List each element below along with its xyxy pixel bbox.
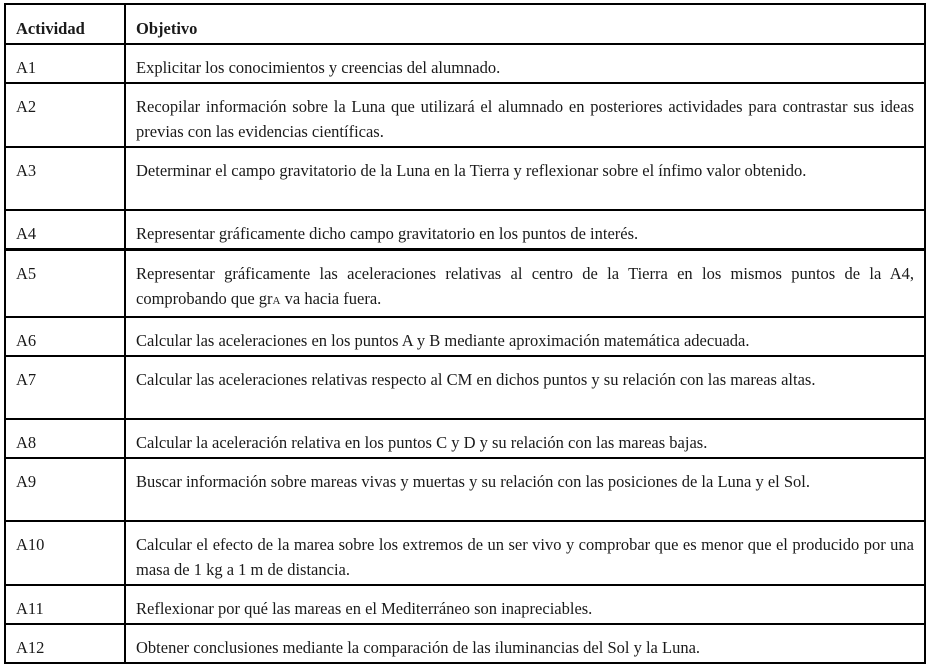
table-row bbox=[5, 624, 925, 663]
activity-id-cell bbox=[5, 521, 125, 585]
table-row bbox=[5, 83, 925, 147]
objective-cell bbox=[125, 83, 925, 147]
objective-text: Explicitar los conocimientos y creencias del alumnado. bbox=[136, 58, 501, 77]
objective-cell bbox=[125, 521, 925, 585]
objective-cell bbox=[125, 44, 925, 83]
objective-text bbox=[136, 251, 914, 316]
objective-text: Calcular las aceleraciones en los puntos A y B mediante aproximación matemática adecuada. bbox=[136, 331, 750, 350]
activity-id-cell bbox=[5, 585, 125, 624]
table-row bbox=[5, 317, 925, 356]
activity-id-cell bbox=[5, 250, 125, 318]
activity-id-cell bbox=[5, 44, 125, 83]
table-row bbox=[5, 585, 925, 624]
column-header-activity bbox=[5, 4, 125, 44]
column-header-objective-label: Objetivo bbox=[136, 19, 198, 38]
activity-id-cell bbox=[5, 317, 125, 356]
activities-table bbox=[4, 3, 926, 664]
activity-id-cell bbox=[5, 210, 125, 250]
objective-text-part: Representar gráficamente las aceleraciones relativas al centro de la Tierra en los mismos puntos de la A4, comprobando que gr bbox=[136, 264, 914, 308]
column-header-activity-label: Actividad bbox=[16, 19, 85, 38]
objective-cell bbox=[125, 356, 925, 419]
table-header-row bbox=[5, 4, 925, 44]
objective-cell bbox=[125, 458, 925, 521]
objective-text: Determinar el campo gravitatorio de la Luna en la Tierra y reflexionar sobre el ínfimo valor obtenido. bbox=[136, 161, 807, 180]
activity-id-cell bbox=[5, 419, 125, 458]
activity-id-cell bbox=[5, 147, 125, 210]
objective-cell bbox=[125, 624, 925, 663]
table-row bbox=[5, 419, 925, 458]
objective-text: Calcular el efecto de la marea sobre los extremos de un ser vivo y comprobar que es menor que el producido por una masa de 1 kg a 1 m de distancia. bbox=[136, 535, 914, 579]
objective-text-part: va hacia fuera. bbox=[280, 289, 382, 308]
objective-text: Reflexionar por qué las mareas en el Mediterráneo son inapreciables. bbox=[136, 599, 593, 618]
table-row bbox=[5, 521, 925, 585]
objective-text: Buscar información sobre mareas vivas y muertas y su relación con las posiciones de la Luna y el Sol. bbox=[136, 472, 811, 491]
activity-id: A6 bbox=[16, 331, 37, 350]
activity-id: A2 bbox=[16, 97, 37, 116]
table-row bbox=[5, 44, 925, 83]
objective-text: Recopilar información sobre la Luna que utilizará el alumnado en posteriores actividades para contrastar sus ideas previas con las evidencias científicas. bbox=[136, 97, 914, 141]
subscript-a: A bbox=[272, 295, 281, 307]
activity-id: A3 bbox=[16, 161, 37, 180]
activity-id: A1 bbox=[16, 58, 37, 77]
objective-text: Representar gráficamente dicho campo gravitatorio en los puntos de interés. bbox=[136, 224, 639, 243]
activity-id: A8 bbox=[16, 433, 37, 452]
objective-text: Obtener conclusiones mediante la comparación de las iluminancias del Sol y la Luna. bbox=[136, 638, 701, 657]
activity-id: A4 bbox=[16, 224, 37, 243]
table-row bbox=[5, 458, 925, 521]
table-row bbox=[5, 210, 925, 250]
activity-id: A9 bbox=[16, 472, 37, 491]
activity-id-cell bbox=[5, 356, 125, 419]
activity-id-cell bbox=[5, 458, 125, 521]
table-row bbox=[5, 147, 925, 210]
activity-id: A5 bbox=[16, 264, 37, 283]
objective-cell bbox=[125, 250, 925, 318]
activity-id: A10 bbox=[16, 535, 45, 554]
column-header-objective bbox=[125, 4, 925, 44]
activity-id: A7 bbox=[16, 370, 37, 389]
table-row bbox=[5, 250, 925, 318]
objective-cell bbox=[125, 147, 925, 210]
objective-cell bbox=[125, 210, 925, 250]
activity-id: A12 bbox=[16, 638, 45, 657]
objective-cell bbox=[125, 419, 925, 458]
activity-id: A11 bbox=[16, 599, 44, 618]
objective-text: Calcular la aceleración relativa en los puntos C y D y su relación con las mareas bajas. bbox=[136, 433, 708, 452]
activity-id-cell bbox=[5, 83, 125, 147]
table-row bbox=[5, 356, 925, 419]
objective-cell bbox=[125, 317, 925, 356]
objective-text: Calcular las aceleraciones relativas respecto al CM en dichos puntos y su relación con las mareas altas. bbox=[136, 370, 816, 389]
objective-cell bbox=[125, 585, 925, 624]
activity-id-cell bbox=[5, 624, 125, 663]
